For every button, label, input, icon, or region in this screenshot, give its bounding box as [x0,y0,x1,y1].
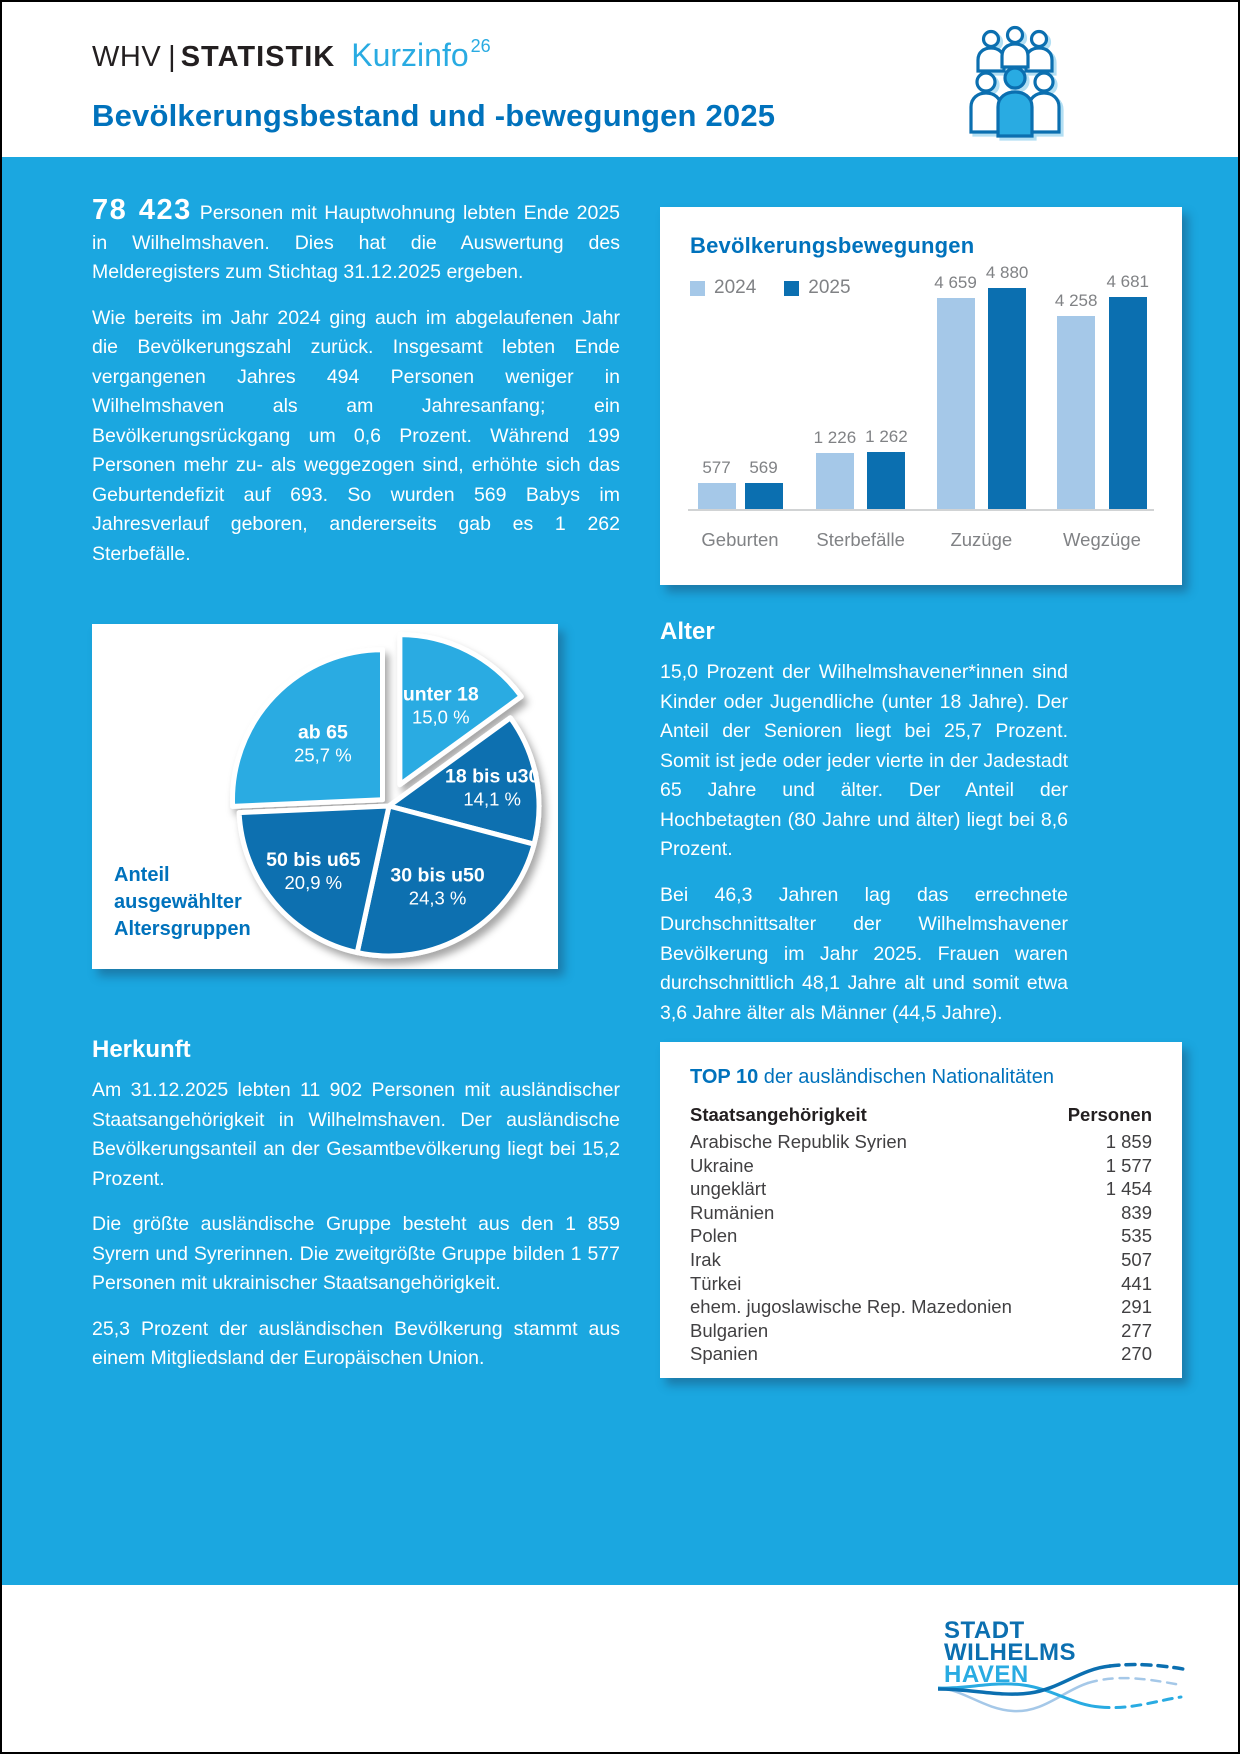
bar [698,483,736,509]
bar [1109,297,1147,509]
nationality-cell: Ukraine [690,1154,754,1176]
logo-line-2: WILHELMS [944,1639,1076,1666]
persons-cell: 1 577 [1105,1154,1152,1176]
top10-col-persons: Personen [1067,1104,1152,1125]
bar-wrap [986,263,1029,509]
bar-group [1050,272,1154,509]
brand-statistik: STATISTIK [180,41,336,73]
bar-value-label: 1 226 [813,428,857,447]
people-group-icon [964,24,1066,142]
persons-cell: 291 [1121,1296,1152,1318]
top10-col-nationality: Staatsangehörigkeit [690,1104,867,1125]
logo-line-1: STADT [944,1617,1025,1644]
pie-slice-label: ab 65 [297,721,348,744]
nationality-cell: Türkei [690,1272,742,1294]
bar-value-label: 569 [749,458,778,477]
pie-slice-label: 30 bis u50 [390,864,485,887]
page-title: Bevölkerungsbestand und -bewegungen 2025 [92,98,776,133]
table-row [690,1177,1152,1201]
herkunft-paragraph-1: Am 31.12.2025 lebten 11 902 Personen mit ausländischer Staatsangehörigkeit in Wilhelmshaven. Der ausländische Bevölkerungsanteil an der Gesamtbevölkerung liegt bei 15,2 Prozent. [92,1079,620,1190]
table-row [690,1130,1152,1154]
table-row [690,1295,1152,1319]
bar-wrap [934,273,977,509]
persons-cell: 507 [1121,1248,1152,1270]
intro-paragraph-2: Wie bereits im Jahr 2024 ging auch im abgelaufenen Jahr die Bevölkerungszahl zurück. Insgesamt lebten Ende vergangenen Jahres 494 Personen weniger in Wilhelmshaven als am Jahresanfang; ein Bevölkerungsrückgang um 0,6 Prozent. Während 199 Personen mehr zu- als weggezogen sind, erhöhte sich das Geburtendefizit auf 693. So wurden 569 Babys im Jahresverlauf geboren, andererseits gab es 1 262 Sterbefälle. [92,306,620,565]
table-row [690,1201,1152,1225]
pie-slice-percentage: 24,3 % [408,887,467,909]
top10-title: TOP 10 der ausländischen Nationalitäten [690,1066,1054,1088]
persons-cell: 270 [1121,1343,1152,1365]
nationality-cell: ungeklärt [690,1178,767,1200]
bar-value-label: 4 681 [1106,272,1150,291]
brand-separator: | [168,41,176,73]
bar-value-label: 4 880 [985,263,1029,282]
bar-wrap [1106,272,1149,509]
pie-caption: Anteil ausgewählter Altersgruppen [114,864,251,940]
pie-slice-percentage: 14,1 % [463,788,522,810]
bar-wrap [814,428,857,509]
brand-issue-number: 26 [470,36,491,56]
bar-value-label: 4 659 [934,273,977,292]
persons-cell: 839 [1121,1201,1152,1223]
bar-wrap [1055,291,1098,509]
bar-category-label: Zuzüge [950,529,1013,550]
bar [1057,316,1095,509]
population-movements-chart-card [660,207,1182,585]
nationality-cell: Arabische Republik Syrien [690,1131,907,1152]
nationality-cell: Rumänien [690,1201,775,1223]
herkunft-paragraph-3: 25,3 Prozent der ausländischen Bevölkerung stammt aus einem Mitgliedsland der Europäischen Union. [92,1317,620,1369]
bar-wrap [745,458,783,509]
bar-wrap [865,427,908,509]
age-groups-pie-card [92,624,558,969]
bar-group [809,275,913,509]
herkunft-paragraph-2: Die größte ausländische Gruppe besteht aus den 1 859 Syrern und Syrerinnen. Die zweitgrößte Gruppe bilden 1 577 Personen mit ukrainischer Staatsangehörigkeit. [92,1213,620,1294]
brand-kurzinfo: Kurzinfo [351,37,469,73]
top10-table-body [690,1130,1152,1366]
nationality-cell: Bulgarien [690,1319,769,1341]
bar-wrap [698,458,736,509]
bar-value-label: 4 258 [1054,291,1098,310]
bar [816,453,854,509]
herkunft-heading: Herkunft [92,1036,191,1063]
persons-cell: 1 859 [1105,1131,1152,1152]
bar-value-label: 577 [702,458,731,477]
nationality-cell: Irak [690,1248,721,1270]
herkunft-section [92,1036,620,1390]
bar [867,452,905,509]
intro-section [92,196,620,585]
intro-paragraph-1: 78 423 Personen mit Hauptwohnung lebten Ende 2025 in Wilhelmshaven. Dies hat die Auswertung des Melderegisters zum Stichtag 31.12.2025 ergeben. [92,194,621,283]
top10-title-strong: TOP 10 [690,1066,759,1088]
bar-value-label: 1 262 [865,427,908,446]
table-row [690,1342,1152,1366]
pie-slice-label: 18 bis u30 [445,765,540,788]
pie-slice-percentage: 20,9 % [284,871,343,893]
pie-slice-percentage: 15,0 % [411,706,470,728]
table-row [690,1272,1152,1296]
bar-chart-title: Bevölkerungsbewegungen [690,233,975,258]
legend-label: 2024 [714,277,757,298]
pie-slice-label: 50 bis u65 [266,848,361,871]
table-row [690,1224,1152,1248]
population-total: 78 423 [92,194,192,226]
persons-cell: 535 [1121,1225,1152,1247]
brand-whv: WHV [92,41,162,73]
table-row [690,1248,1152,1272]
nationality-cell: Polen [690,1225,738,1247]
persons-cell: 441 [1121,1272,1152,1294]
bar [988,288,1026,509]
table-row [690,1319,1152,1343]
bar-chart-category-axis [688,529,1154,551]
pie-slice-percentage: 25,7 % [294,744,352,766]
alter-section [660,618,1068,1044]
bar-group [929,263,1033,509]
bar-category-label: Sterbefälle [816,529,905,550]
bar-category-label: Wegzüge [1063,529,1141,550]
persons-cell: 1 454 [1105,1178,1152,1200]
logo-waves-icon [938,1652,1186,1730]
bar-chart-plot [688,263,1154,511]
bar [745,483,783,509]
bar-group [688,275,792,509]
alter-paragraph-2: Bei 46,3 Jahren lag das errechnete Durchschnittsalter der Wilhelmshavener Bevölkerung im Jahr 2025. Frauen waren durchschnittlich 48,1 Jahre alt und somit etwa 3,6 Jahre älter als Männer (44,5 Jahre). [660,883,1068,1024]
bar [937,298,975,509]
alter-heading: Alter [660,618,715,645]
persons-cell: 277 [1121,1319,1152,1341]
nationality-cell: Spanien [690,1343,758,1365]
pie-slice-label: unter 18 [402,683,479,706]
top10-table-header [690,1104,1152,1126]
logo-line-3: HAVEN [944,1661,1029,1688]
table-row [690,1154,1152,1178]
brand [92,36,491,74]
nationality-cell: ehem. jugoslawische Rep. Mazedonien [690,1296,1012,1318]
legend-label: 2025 [808,277,851,298]
bar-category-label: Geburten [701,529,779,550]
alter-paragraph-1: 15,0 Prozent der Wilhelmshavener*innen sind Kinder oder Jugendliche (unter 18 Jahre). Der Anteil der Senioren liegt bei 25,7 Prozent. Somit ist jede oder jeder vierte in der Jadestadt 65 Jahre und älter. Der Anteil der Hochbetagten (80 Jahre und älter) liegt bei 8,6 Prozent. [660,661,1068,860]
top10-nationalities-card [660,1042,1182,1378]
